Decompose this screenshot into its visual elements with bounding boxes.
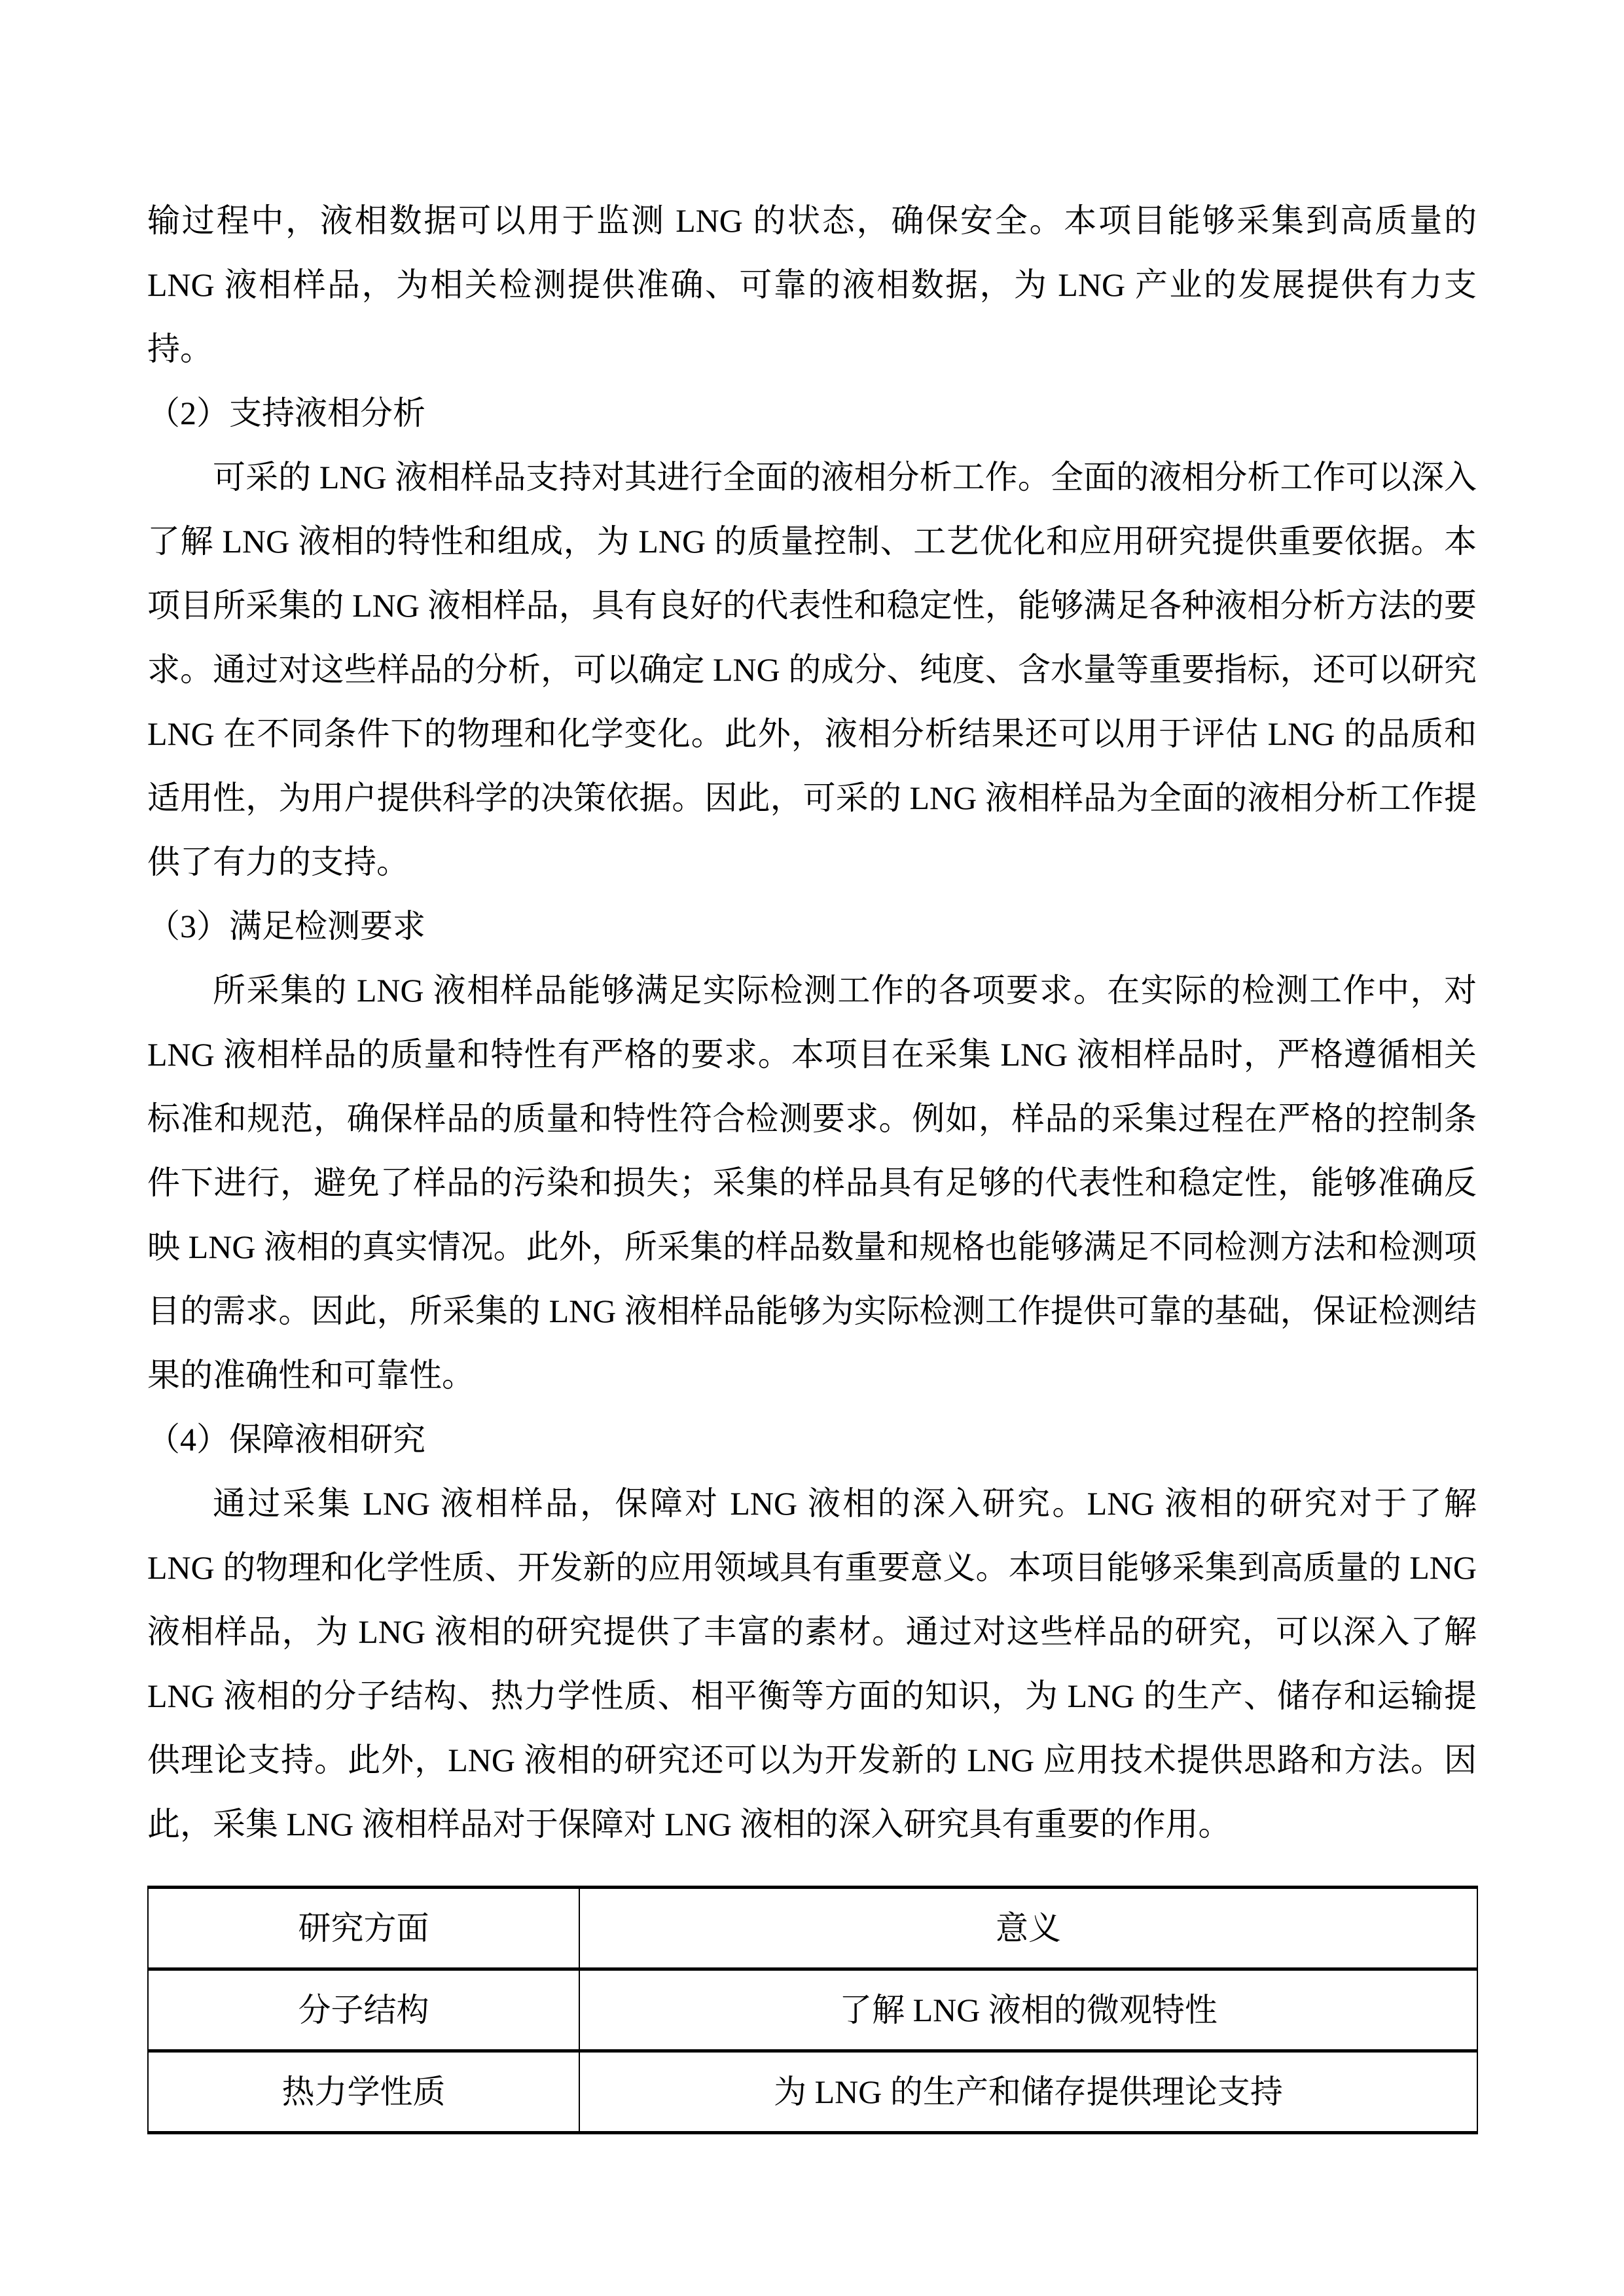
table-cell-aspect: 热力学性质 [148,2051,579,2133]
paragraph-continuation: 输过程中，液相数据可以用于监测 LNG 的状态，确保安全。本项目能够采集到高质量的 LNG 液相样品，为相关检测提供准确、可靠的液相数据，为 LNG 产业的发展提供有力支持。 [147,202,1477,367]
research-significance-table [147,1886,1478,2134]
table-cell-meaning: 为 LNG 的生产和储存提供理论支持 [579,2051,1477,2133]
table-cell-aspect: 分子结构 [148,1969,579,2051]
section-heading-3: （3）满足检测要求 [147,908,425,944]
paragraph-liquid-phase-analysis: 可采的 LNG 液相样品支持对其进行全面的液相分析工作。全面的液相分析工作可以深入了解 LNG 液相的特性和组成，为 LNG 的质量控制、工艺优化和应用研究提供重要依据。本项目所采集的 LNG 液相样品，具有良好的代表性和稳定性，能够满足各种液相分析方法的要求。通过对这些样品的分析，可以确定 LNG 的成分、纯度、含水量等重要指标，还可以研究 LNG 在不同条件下的物理和化学变化。此外，液相分析结果还可以用于评估 LNG 的品质和适用性，为用户提供科学的决策依据。因此，可采的 LNG 液相样品为全面的液相分析工作提供了有力的支持。 [147,459,1477,880]
table-header-row [148,1888,1477,1969]
paragraph-liquid-phase-research: 通过采集 LNG 液相样品，保障对 LNG 液相的深入研究。LNG 液相的研究对于了解 LNG 的物理和化学性质、开发新的应用领域具有重要意义。本项目能够采集到高质量的 LNG 液相样品，为 LNG 液相的研究提供了丰富的素材。通过对这些样品的研究，可以深入了解 LNG 液相的分子结构、热力学性质、相平衡等方面的知识，为 LNG 的生产、储存和运输提供理论支持。此外，LNG 液相的研究还可以为开发新的 LNG 应用技术提供思路和方法。因此，采集 LNG 液相样品对于保障对 LNG 液相的深入研究具有重要的作用。 [147,1485,1477,1842]
section-heading-2: （2）支持液相分析 [147,395,425,431]
paragraph-testing-requirements: 所采集的 LNG 液相样品能够满足实际检测工作的各项要求。在实际的检测工作中，对 LNG 液相样品的质量和特性有严格的要求。本项目在采集 LNG 液相样品时，严格遵循相关标准和规范，确保样品的质量和特性符合检测要求。例如，样品的采集过程在严格的控制条件下进行，避免了样品的污染和损失；采集的样品具有足够的代表性和稳定性，能够准确反映 LNG 液相的真实情况。此外，所采集的样品数量和规格也能够满足不同检测方法和检测项目的需求。因此，所采集的 LNG 液相样品能够为实际检测工作提供可靠的基础，保证检测结果的准确性和可靠性。 [147,972,1477,1393]
table-cell-meaning: 了解 LNG 液相的微观特性 [579,1969,1477,2051]
section-heading-4: （4）保障液相研究 [147,1421,425,1458]
table-row [148,2051,1477,2133]
table-header-cell-aspect: 研究方面 [148,1888,579,1969]
table-header-cell-meaning: 意义 [579,1888,1477,1969]
table-row [148,1969,1477,2051]
